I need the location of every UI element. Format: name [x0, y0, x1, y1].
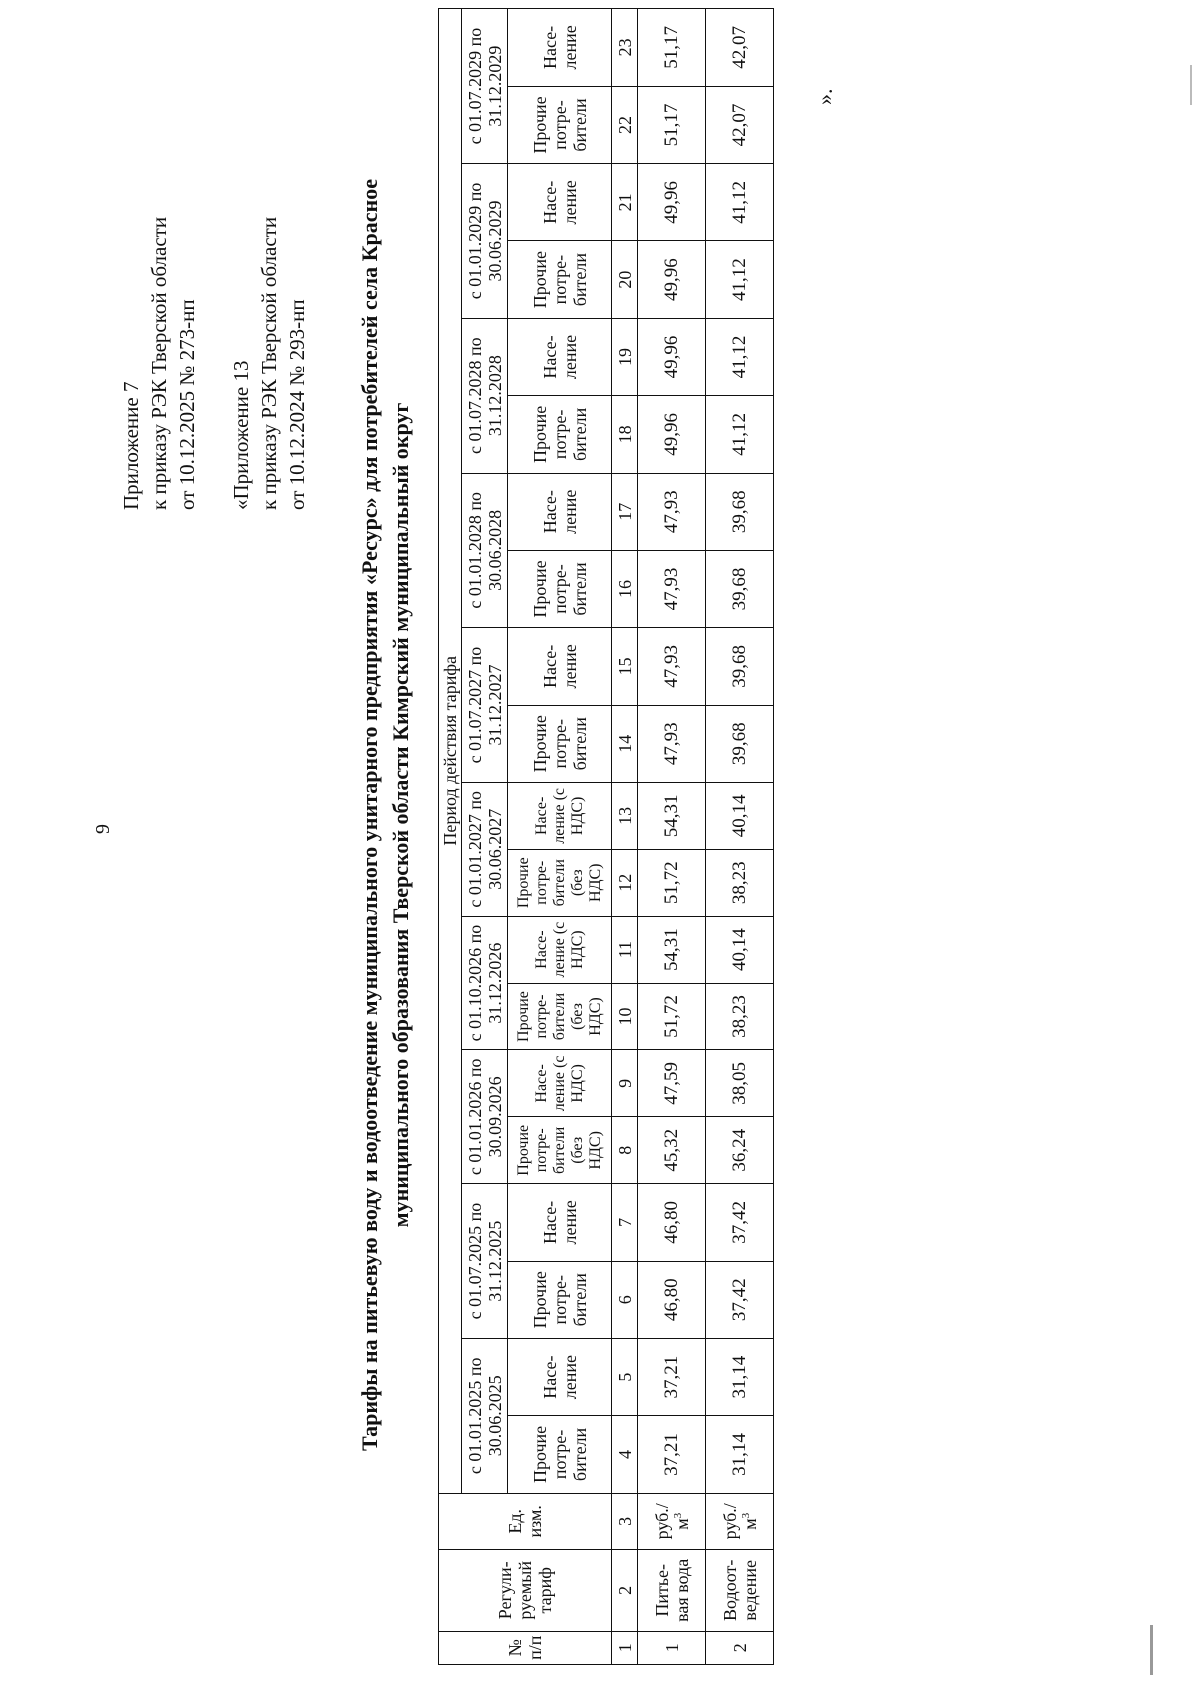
header-row-groups — [508, 9, 612, 1665]
column-number: 7 — [612, 1184, 638, 1261]
group-other-consumers: Прочие потре-бители — [508, 86, 612, 163]
tariff-value: 39,68 — [706, 705, 774, 782]
tariff-value: 37,21 — [638, 1338, 706, 1415]
group-other-consumers: Прочие потре-бители — [508, 705, 612, 782]
tariff-value: 41,12 — [706, 396, 774, 473]
period-dates-7: с 01.01.2028 по 30.06.2028 — [462, 473, 508, 628]
tariff-value: 41,12 — [706, 164, 774, 241]
unit-superscript: 3 — [671, 1512, 684, 1519]
column-number: 10 — [612, 983, 638, 1050]
header-unit: Ед. изм. — [439, 1493, 612, 1549]
group-other-consumers: Прочие потре-бители — [508, 396, 612, 473]
tariff-value: 49,96 — [638, 396, 706, 473]
column-number: 4 — [612, 1416, 638, 1493]
appendix-previous-line3: от 10.12.2024 № 293-нп — [285, 299, 309, 510]
column-number: 11 — [612, 916, 638, 983]
tariff-value: 41,12 — [706, 318, 774, 395]
column-number: 13 — [612, 782, 638, 849]
tariff-value: 51,72 — [638, 983, 706, 1050]
tariff-value: 49,96 — [638, 241, 706, 318]
tariff-value: 47,93 — [638, 550, 706, 627]
tariff-table — [438, 8, 774, 1665]
tariff-value: 46,80 — [638, 1184, 706, 1261]
row-tariff-name: Питье-вая вода — [638, 1550, 706, 1632]
group-population: Насе-ление (с НДС) — [508, 1050, 612, 1117]
title-line1: Тарифы на питьевую воду и водоотведение муниципального унитарного предприятия «Ресурс» для потребителей села Красное — [357, 179, 382, 1451]
row-num: 1 — [638, 1631, 706, 1664]
column-number: 16 — [612, 550, 638, 627]
appendix-current — [117, 217, 201, 510]
tariff-value: 39,68 — [706, 550, 774, 627]
unit-text: руб./м — [651, 1503, 692, 1540]
tariff-value: 38,23 — [706, 983, 774, 1050]
tariff-value: 49,96 — [638, 318, 706, 395]
tariff-value: 40,14 — [706, 916, 774, 983]
tariff-value: 31,14 — [706, 1338, 774, 1415]
appendix-previous — [227, 217, 311, 510]
period-dates-6: с 01.07.2027 по 31.12.2027 — [462, 628, 508, 783]
tariff-value: 49,96 — [638, 164, 706, 241]
tariff-value: 47,93 — [638, 473, 706, 550]
tariff-value: 36,24 — [706, 1117, 774, 1184]
group-population: Насе-ление (с НДС) — [508, 782, 612, 849]
tariff-value: 37,42 — [706, 1261, 774, 1338]
appendix-current-line3: от 10.12.2025 № 273-нп — [175, 299, 199, 510]
row-tariff-name: Водоот-ведение — [706, 1550, 774, 1632]
column-number: 5 — [612, 1338, 638, 1415]
appendix-previous-line1: «Приложение 13 — [229, 360, 253, 510]
column-number: 18 — [612, 396, 638, 473]
group-population: Насе-ление (с НДС) — [508, 916, 612, 983]
tariff-value: 42,07 — [706, 9, 774, 87]
row-unit — [638, 1493, 706, 1549]
period-dates-2: с 01.07.2025 по 31.12.2025 — [462, 1184, 508, 1339]
period-dates-5: с 01.01.2027 по 30.06.2027 — [462, 782, 508, 916]
tariff-value: 54,31 — [638, 782, 706, 849]
column-number: 2 — [612, 1550, 638, 1632]
group-other-consumers: Прочие потре-бители (без НДС) — [508, 983, 612, 1050]
page-number: 9 — [92, 824, 114, 834]
group-other-consumers: Прочие потре-бители — [508, 550, 612, 627]
header-tariff: Регули-руемый тариф — [439, 1550, 612, 1632]
header-row-dates — [462, 9, 508, 1665]
group-population: Насе-ление — [508, 9, 612, 87]
column-number: 21 — [612, 164, 638, 241]
tariff-value: 38,23 — [706, 849, 774, 916]
column-number: 6 — [612, 1261, 638, 1338]
group-population: Насе-ление — [508, 318, 612, 395]
period-dates-4: с 01.10.2026 по 31.12.2026 — [462, 916, 508, 1050]
header-period: Период действия тарифа — [439, 9, 462, 1494]
group-other-consumers: Прочие потре-бители (без НДС) — [508, 849, 612, 916]
tariff-value: 51,72 — [638, 849, 706, 916]
tariff-value: 51,17 — [638, 9, 706, 87]
tariff-value: 37,42 — [706, 1184, 774, 1261]
period-dates-8: с 01.07.2028 по 31.12.2028 — [462, 318, 508, 473]
tariff-value: 47,93 — [638, 705, 706, 782]
period-dates-3: с 01.01.2026 по 30.09.2026 — [462, 1050, 508, 1184]
column-number: 20 — [612, 241, 638, 318]
header-row-period — [439, 9, 462, 1665]
tariff-value: 51,17 — [638, 86, 706, 163]
scan-artifact — [1150, 1625, 1153, 1675]
header-row-colnums — [612, 9, 638, 1665]
unit-text: руб./м — [719, 1503, 760, 1540]
period-dates-10: с 01.07.2029 по 31.12.2029 — [462, 9, 508, 164]
group-other-consumers: Прочие потре-бители — [508, 241, 612, 318]
tariff-value: 46,80 — [638, 1261, 706, 1338]
column-number: 23 — [612, 9, 638, 87]
unit-superscript: 3 — [739, 1512, 752, 1519]
appendix-previous-line2: к приказу РЭК Тверской области — [257, 216, 281, 510]
document-title — [354, 75, 416, 1555]
column-number: 17 — [612, 473, 638, 550]
period-dates-1: с 01.01.2025 по 30.06.2025 — [462, 1338, 508, 1493]
tariff-value: 47,93 — [638, 628, 706, 705]
appendix-current-line2: к приказу РЭК Тверской области — [147, 216, 171, 510]
column-number: 3 — [612, 1493, 638, 1549]
table-row — [638, 9, 706, 1665]
group-other-consumers: Прочие потре-бители — [508, 1416, 612, 1493]
tariff-value: 41,12 — [706, 241, 774, 318]
appendix-current-line1: Приложение 7 — [119, 381, 143, 510]
group-population: Насе-ление — [508, 473, 612, 550]
group-other-consumers: Прочие потре-бители — [508, 1261, 612, 1338]
tariff-value: 38,05 — [706, 1050, 774, 1117]
column-number: 15 — [612, 628, 638, 705]
period-dates-9: с 01.01.2029 по 30.06.2029 — [462, 164, 508, 319]
group-other-consumers: Прочие потре-бители (без НДС) — [508, 1117, 612, 1184]
column-number: 22 — [612, 86, 638, 163]
column-number: 8 — [612, 1117, 638, 1184]
scan-artifact — [1190, 65, 1192, 105]
table-row — [706, 9, 774, 1665]
group-population: Насе-ление — [508, 164, 612, 241]
tariff-value: 37,21 — [638, 1416, 706, 1493]
tariff-value: 42,07 — [706, 86, 774, 163]
tariff-value: 40,14 — [706, 782, 774, 849]
tariff-value: 31,14 — [706, 1416, 774, 1493]
column-number: 9 — [612, 1050, 638, 1117]
group-population: Насе-ление — [508, 628, 612, 705]
tariff-value: 39,68 — [706, 473, 774, 550]
tariff-value: 54,31 — [638, 916, 706, 983]
column-number: 14 — [612, 705, 638, 782]
column-number: 12 — [612, 849, 638, 916]
group-population: Насе-ление — [508, 1338, 612, 1415]
row-unit — [706, 1493, 774, 1549]
closing-quote: ». — [812, 88, 837, 105]
title-line2: муниципального образования Тверской области Кимрский муниципальный округ — [388, 402, 413, 1228]
tariff-value: 47,59 — [638, 1050, 706, 1117]
tariff-value: 39,68 — [706, 628, 774, 705]
column-number: 19 — [612, 318, 638, 395]
group-population: Насе-ление — [508, 1184, 612, 1261]
row-num: 2 — [706, 1631, 774, 1664]
column-number: 1 — [612, 1631, 638, 1664]
tariff-value: 45,32 — [638, 1117, 706, 1184]
header-num: № п/п — [439, 1631, 612, 1664]
